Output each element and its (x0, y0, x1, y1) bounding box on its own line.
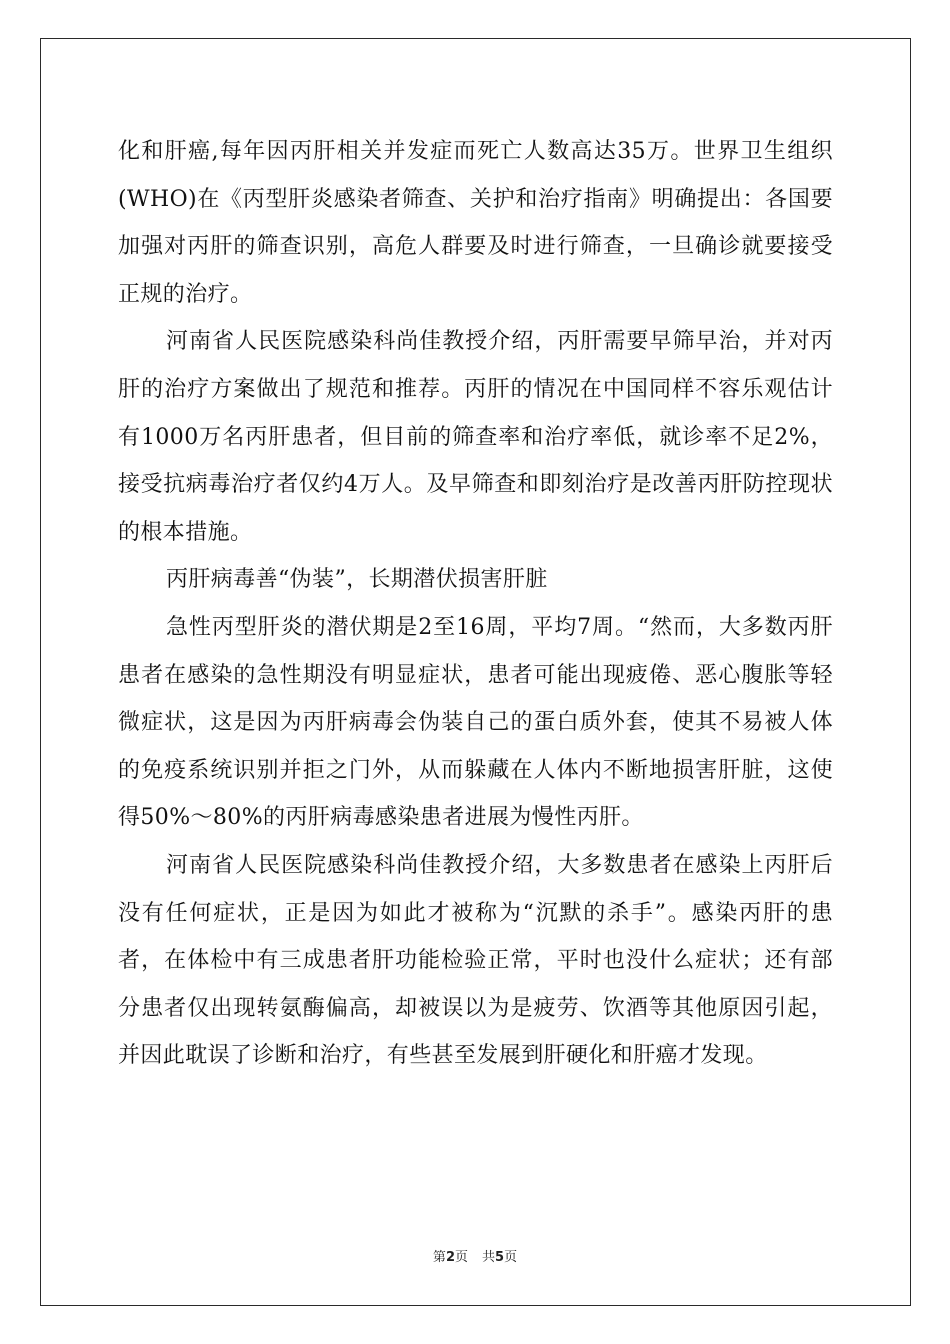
page-suffix: 页 (454, 1250, 468, 1265)
paragraph-2: 河南省人民医院感染科尚佳教授介绍，丙肝需要早筛早治，并对丙肝的治疗方案做出了规范和推荐。丙肝的情况在中国同样不容乐观估计有1000万名丙肝患者，但目前的筛查率和治疗率低，就诊率不足2%，接受抗病毒治疗者仅约4万人。及早筛查和即刻治疗是改善丙肝防控现状的根本措施。 (118, 329, 833, 545)
paragraph-3: 急性丙型肝炎的潜伏期是2至16周，平均7周。“然而，大多数丙肝患者在感染的急性期没有明显症状，患者可能出现疲倦、恶心腹胀等轻微症状，这是因为丙肝病毒会伪装自己的蛋白质外套，使其不易被人体的免疫系统识别并拒之门外，从而躲藏在人体内不断地损害肝脏，这使得50%～80%的丙肝病毒感染患者进展为慢性丙肝。 (118, 614, 833, 831)
total-pages: 5 (495, 1250, 505, 1265)
section-heading: 丙肝病毒善“伪装”，长期潜伏损害肝脏 (166, 567, 548, 593)
total-suffix: 页 (504, 1250, 518, 1265)
total-prefix: 共 (482, 1250, 496, 1265)
page-footer (0, 1246, 950, 1265)
document-body (118, 128, 833, 1080)
paragraph-4: 河南省人民医院感染科尚佳教授介绍，大多数患者在感染上丙肝后没有任何症状，正是因为如此才被称为“沉默的杀手”。感染丙肝的患者，在体检中有三成患者肝功能检验正常，平时也没什么症状；还有部分患者仅出现转氨酶偏高，却被误以为是疲劳、饮酒等其他原因引起，并因此耽误了诊断和治疗，有些甚至发展到肝硬化和肝癌才发现。 (118, 852, 833, 1069)
paragraph-1: 化和肝癌,每年因丙肝相关并发症而死亡人数高达35万。世界卫生组织(WHO)在《丙型肝炎感染者筛查、关护和治疗指南》明确提出：各国要加强对丙肝的筛查识别，高危人群要及时进行筛查，一旦确诊就要接受正规的治疗。 (118, 139, 833, 307)
page-number: 2 (445, 1250, 455, 1265)
page-prefix: 第 (432, 1250, 446, 1265)
